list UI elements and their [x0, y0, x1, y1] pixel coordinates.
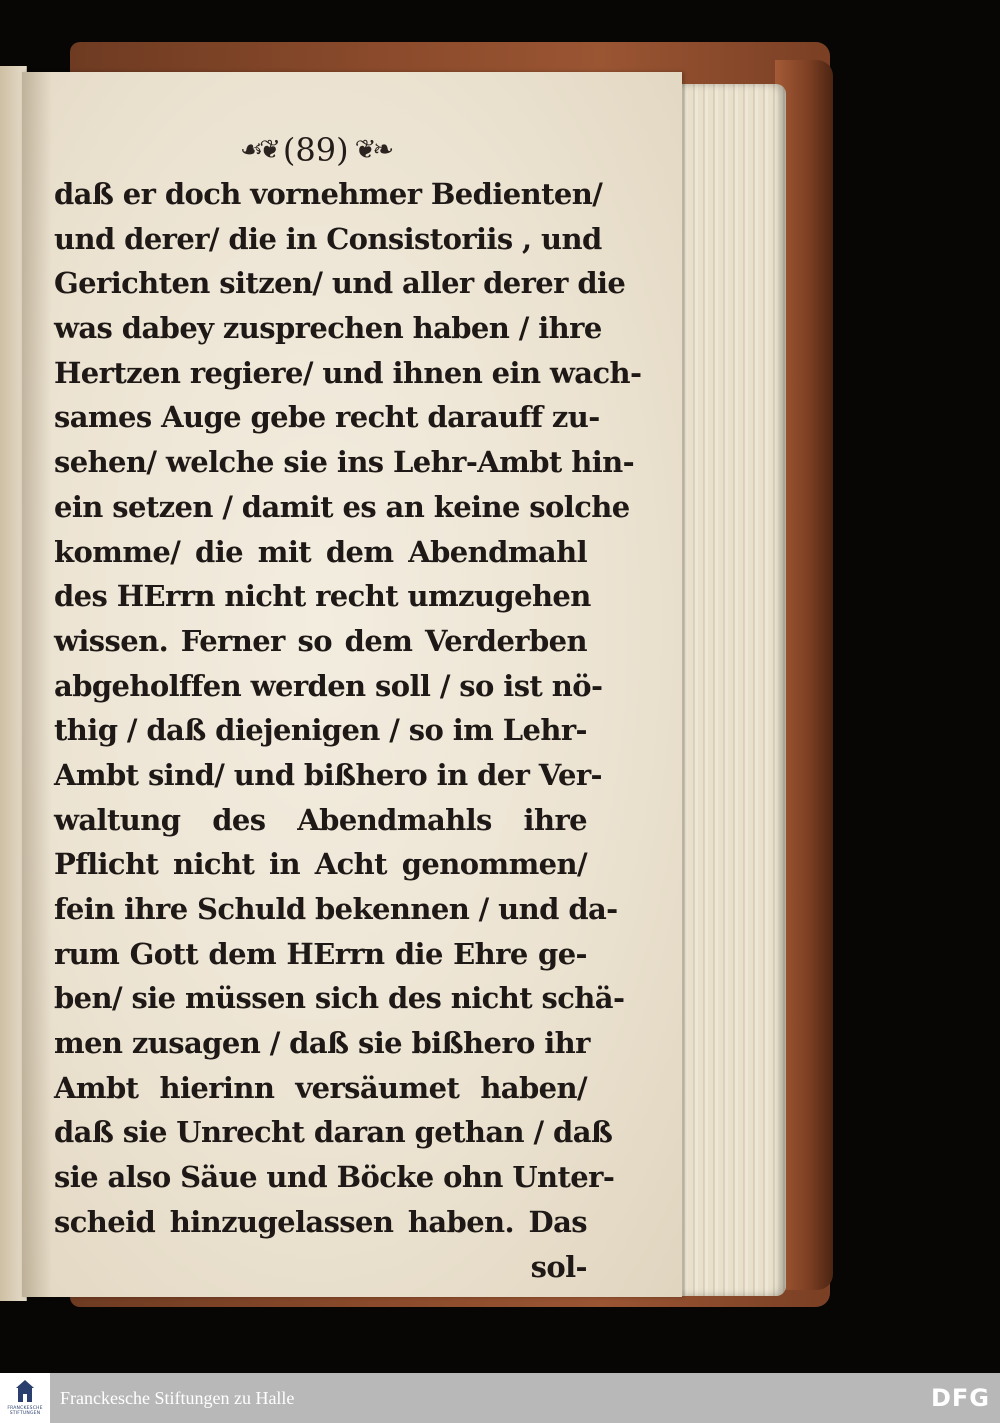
logo-text: FRANCKESCHE STIFTUNGEN — [7, 1405, 43, 1416]
viewer-footer — [0, 1373, 1000, 1423]
text-line: thig / daß diejenigen / so im Lehr- — [54, 713, 587, 748]
text-line: ben/ sie müssen sich des nicht schä- — [54, 981, 625, 1016]
page-header — [210, 128, 420, 172]
text-line: Hertzen regiere/ und ihnen ein wach- — [54, 355, 642, 390]
dfg-logo[interactable]: DFG — [930, 1384, 990, 1412]
text-line: wissen. Ferner so dem Verderben — [54, 623, 587, 658]
institution-name: Franckesche Stiftungen zu Halle — [60, 1387, 295, 1408]
body-text — [54, 172, 642, 1289]
ornament-right-icon: ❦❧ — [354, 135, 391, 165]
text-line: komme/ die mit dem Abendmahl — [54, 534, 587, 569]
text-line: rum Gott dem HErrn die Ehre ge- — [54, 936, 587, 971]
text-line: sehen/ welche sie ins Lehr-Ambt hin- — [54, 445, 635, 480]
text-line: ein setzen / damit es an keine solche — [54, 489, 630, 524]
text-line: waltung des Abendmahls ihre — [54, 802, 587, 837]
text-line: daß er doch vornehmer Bedienten/ — [54, 177, 603, 211]
gutter-shadow — [22, 72, 52, 1297]
building-icon — [14, 1380, 36, 1406]
text-line: Ambt hierinn versäumet haben/ — [54, 1070, 587, 1105]
text-line: sie also Säue und Böcke ohn Unter- — [54, 1160, 615, 1195]
text-line: men zusagen / daß sie bißhero ihr — [54, 1026, 590, 1061]
ornament-left-icon: ☙❦ — [239, 135, 277, 165]
text-line: Gerichten sitzen/ und aller derer die — [54, 266, 626, 301]
text-line: Pflicht nicht in Acht genommen/ — [54, 847, 587, 882]
page-number: (89) — [282, 131, 349, 169]
text-line: Ambt sind/ und bißhero in der Ver- — [54, 757, 602, 792]
page-stack — [668, 84, 786, 1296]
text-line: fein ihre Schuld bekennen / und da- — [54, 892, 618, 926]
text-line: was dabey zusprechen haben / ihre — [54, 311, 602, 346]
text-line: und derer/ die in Consistoriis , und — [54, 221, 602, 256]
text-line: sames Auge gebe recht darauff zu- — [54, 400, 600, 435]
text-line: scheid hinzugelassen haben. Das — [54, 1204, 587, 1239]
text-line: abgeholffen werden soll / so ist nö- — [54, 668, 603, 703]
catchword: sol- — [530, 1249, 587, 1284]
text-line: des HErrn nicht recht umzugehen — [54, 579, 591, 614]
text-line: daß sie Unrecht daran gethan / daß — [54, 1115, 613, 1150]
institution-logo[interactable] — [0, 1373, 50, 1423]
